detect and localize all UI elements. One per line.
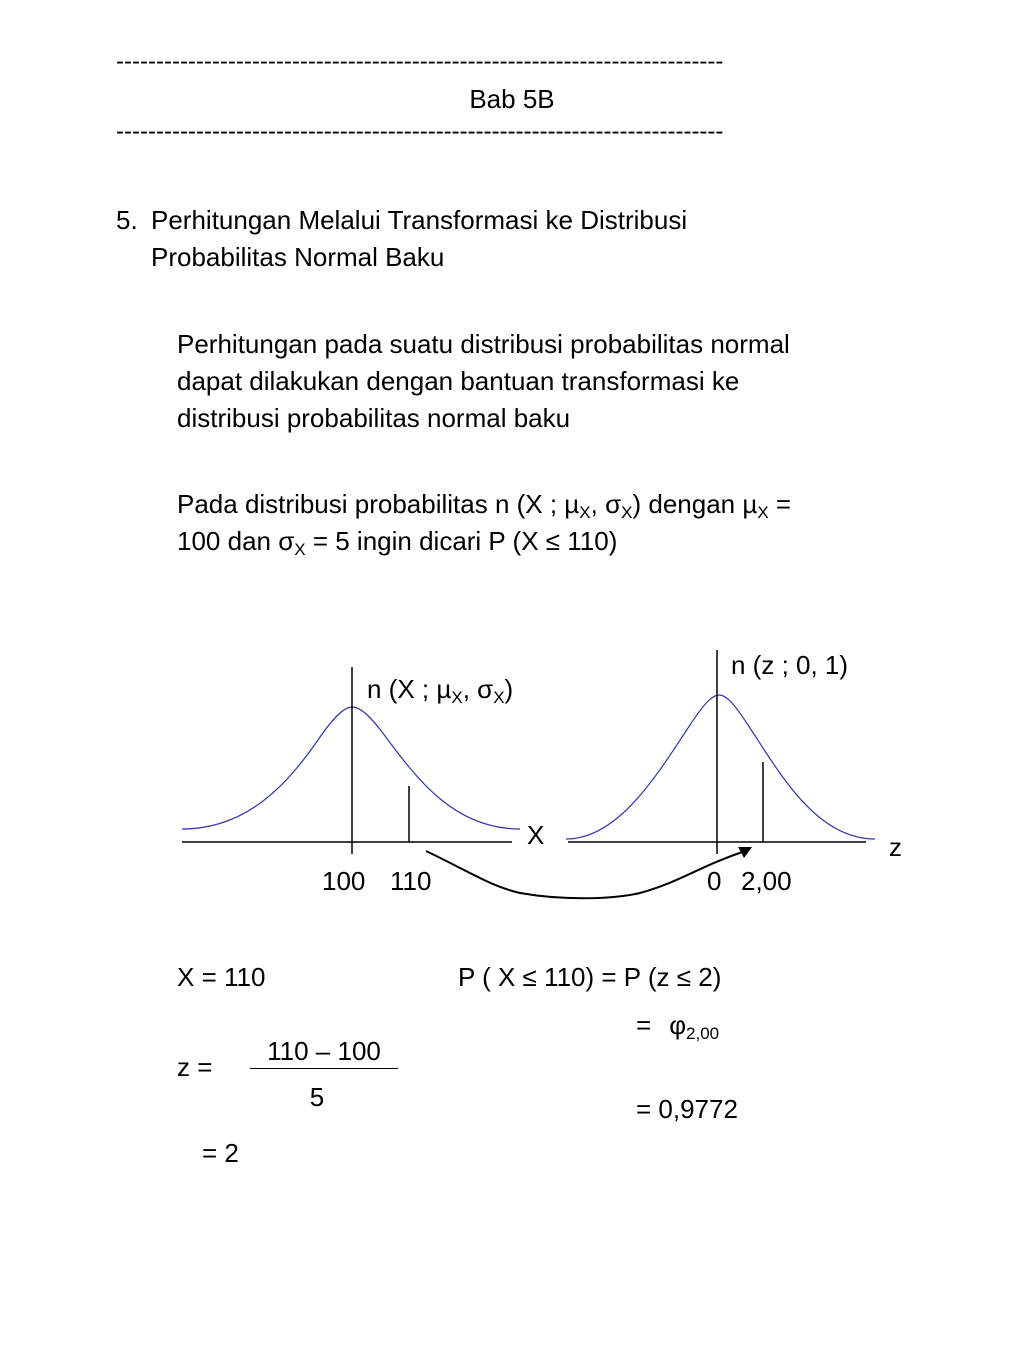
p2-text-d: = <box>768 489 792 519</box>
left-tick-mean: 100 <box>322 866 366 896</box>
x-value-eq: X = 110 <box>177 962 266 992</box>
z-result: = 2 <box>202 1138 239 1168</box>
phi-symbol: φ <box>669 1010 687 1040</box>
phi-line <box>636 1010 720 1043</box>
section-title-line1: Perhitungan Melalui Transformasi ke Distribusi <box>151 205 688 235</box>
left-normal-curve <box>182 707 520 829</box>
paragraph1-line1: Perhitungan pada suatu distribusi probabilitas normal <box>177 329 790 359</box>
phi-subscript: 2,00 <box>686 1024 720 1043</box>
right-curve-label: n (z ; 0, 1) <box>731 650 849 680</box>
p2-text-c: ) dengan µ <box>632 489 758 519</box>
right-tick-value: 2,00 <box>741 866 792 896</box>
paragraph1-line3: distribusi probabilitas normal baku <box>177 403 571 433</box>
p2-text-e: 100 dan σ <box>177 526 295 556</box>
z-label: z = <box>177 1052 213 1082</box>
right-normal-curve <box>566 695 875 839</box>
p2-sub-x-3: X <box>757 503 769 522</box>
phi-eq-sign: = <box>636 1010 652 1040</box>
lcl-sub-2: X <box>493 688 505 707</box>
lcl-c: ) <box>504 674 514 704</box>
left-curve-label <box>367 674 513 705</box>
header-rule-top: ---------------------------------------------------------------------------- <box>116 48 724 75</box>
p2-sub-x-1: X <box>579 503 591 522</box>
chapter-title: Bab 5B <box>469 84 555 114</box>
section-title-line2: Probabilitas Normal Baku <box>151 242 445 272</box>
fraction-numerator: 110 – 100 <box>267 1036 381 1066</box>
p2-text-b: , σ <box>590 489 622 519</box>
final-result: = 0,9772 <box>636 1094 738 1124</box>
p2-sub-x-2: X <box>621 503 633 522</box>
section-number: 5. <box>116 205 138 235</box>
left-tick-value: 110 <box>390 866 432 896</box>
fraction-denominator: 5 <box>309 1082 325 1112</box>
left-axis-label: X <box>527 820 545 850</box>
lcl-sub-1: X <box>451 688 463 707</box>
header-rule-bottom: ---------------------------------------------------------------------------- <box>116 118 724 145</box>
fraction-bar <box>250 1068 398 1069</box>
p2-text-f: = 5 ingin dicari P (X ≤ 110) <box>305 526 618 556</box>
lcl-b: , σ <box>462 674 494 704</box>
paragraph1-line2: dapat dilakukan dengan bantuan transformasi ke <box>177 366 740 396</box>
probability-eq: P ( X ≤ 110) = P (z ≤ 2) <box>458 962 722 992</box>
p2-sub-x-4: X <box>294 540 306 559</box>
right-tick-mean: 0 <box>707 866 722 896</box>
lcl-a: n (X ; µ <box>367 674 452 704</box>
transformation-arrow <box>426 850 748 898</box>
p2-text-a: Pada distribusi probabilitas n (X ; µ <box>177 489 580 519</box>
right-axis-label: z <box>889 832 902 862</box>
